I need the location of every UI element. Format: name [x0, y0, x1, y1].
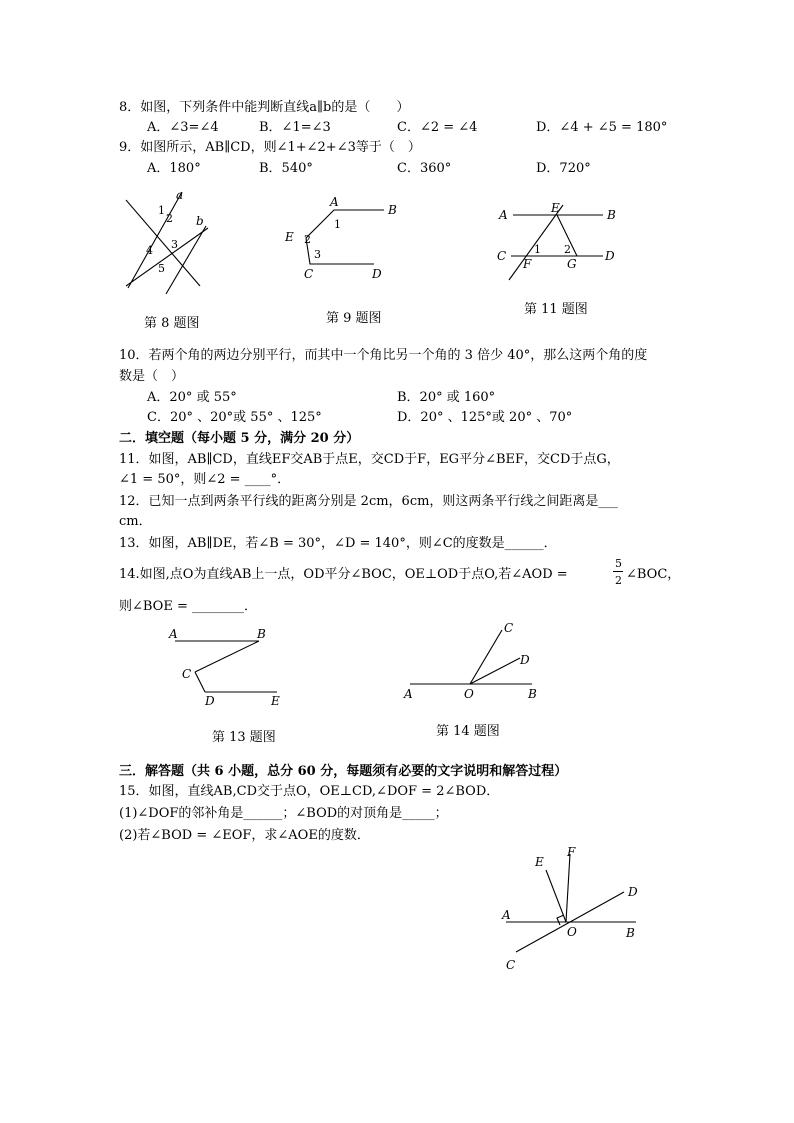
- q11-line2: ∠1 = 50°，则∠2 = ____°．: [119, 472, 291, 487]
- figure-15: [498, 842, 658, 972]
- fig9-label-D: D: [372, 267, 382, 281]
- fig11-label-G: G: [567, 257, 577, 271]
- q10-stem-line2: 数是（ ）: [119, 369, 185, 384]
- fig9-label-C: C: [304, 267, 314, 281]
- q14-fraction-bar: [613, 571, 623, 572]
- q9-option-d: D．720°: [536, 161, 591, 176]
- fig13-caption: 第 13 题图: [212, 730, 276, 745]
- fig11-label-D: D: [605, 249, 615, 263]
- q15-line3: (2)若∠BOD = ∠EOF，求∠AOE的度数．: [119, 828, 370, 843]
- fig8-caption: 第 8 题图: [144, 316, 200, 331]
- fig15-label-E: E: [535, 855, 544, 869]
- q8-option-d: D．∠4 + ∠5 = 180°: [536, 120, 668, 135]
- fig11-label-2: 2: [564, 243, 571, 256]
- figure-8: [120, 190, 220, 300]
- fig9-label-3: 3: [314, 248, 321, 261]
- fig15-label-C: C: [506, 958, 516, 972]
- fig15-label-D: D: [628, 885, 638, 899]
- q9-option-c: C．360°: [397, 161, 452, 176]
- fig9-label-B: B: [388, 203, 397, 217]
- q8-option-b: B．∠1=∠3: [259, 120, 331, 135]
- fig8-label-b: b: [196, 214, 204, 228]
- fig13-label-D: D: [205, 694, 215, 708]
- fig13-label-A: A: [169, 627, 178, 641]
- q12-line1: 12．已知一点到两条平行线的距离分别是 2cm，6cm，则这两条平行线之间距离是___: [119, 494, 618, 509]
- fig8-label-a: a: [176, 188, 184, 202]
- fig8-label-1: 1: [158, 204, 165, 217]
- fig9-label-A: A: [330, 195, 339, 209]
- q14-line1-part1: 14.如图,点O为直线AB上一点，OD平分∠BOC，OE⊥OD于点O,若∠AOD =: [119, 567, 568, 582]
- figure-9: [282, 196, 402, 286]
- figure-11: [495, 202, 625, 282]
- fig9-caption: 第 9 题图: [326, 311, 382, 326]
- fig9-label-1: 1: [334, 218, 341, 231]
- q8-stem: 8．如图，下列条件中能判断直线a∥b的是（ ）: [119, 100, 410, 115]
- section3-title: 三．解答题（共 6 小题，总分 60 分，每题须有必要的文字说明和解答过程）: [119, 764, 568, 779]
- figure-14: [400, 618, 560, 708]
- fig14-label-D: D: [520, 653, 530, 667]
- fig14-label-B: B: [528, 687, 537, 701]
- q14-fraction-numerator: 5: [615, 557, 622, 570]
- q14-line2: 则∠BOE = ________．: [119, 599, 257, 614]
- q13-line1: 13．如图，AB∥DE，若∠B = 30°，∠D = 140°，则∠C的度数是______．: [119, 536, 557, 551]
- fig15-label-B: B: [626, 926, 635, 940]
- q9-option-b: B．540°: [259, 161, 313, 176]
- fig11-caption: 第 11 题图: [524, 302, 588, 317]
- q10-option-b: B．20° 或 160°: [397, 390, 496, 405]
- fig11-label-E: E: [551, 201, 560, 215]
- q15-line2: (1)∠DOF的邻补角是______；∠BOD的对顶角是_____；: [119, 806, 448, 821]
- q9-stem: 9．如图所示，AB∥CD，则∠1+∠2+∠3等于（ ）: [119, 140, 421, 155]
- fig8-label-3: 3: [171, 238, 178, 251]
- fig8-label-5: 5: [158, 262, 165, 275]
- fig8-label-4: 4: [146, 244, 153, 257]
- fig14-label-A: A: [404, 687, 413, 701]
- q8-option-c: C．∠2 = ∠4: [397, 120, 478, 135]
- fig11-label-F: F: [523, 257, 532, 271]
- q11-line1: 11．如图，AB∥CD，直线EF交AB于点E，交CD于F，EG平分∠BEF，交CD于点G，: [119, 452, 620, 467]
- fig13-label-B: B: [257, 627, 266, 641]
- fig9-label-2: 2: [304, 233, 311, 246]
- q8-option-a: A．∠3=∠4: [147, 120, 219, 135]
- fig11-label-A: A: [499, 208, 508, 222]
- q14-line1-part2: ∠BOC，: [626, 567, 681, 582]
- q12-line2: cm．: [119, 514, 152, 529]
- fig13-label-E: E: [271, 694, 280, 708]
- q14-fraction-denominator: 2: [615, 574, 622, 587]
- fig11-label-C: C: [497, 249, 507, 263]
- fig11-label-B: B: [607, 208, 616, 222]
- q15-line1: 15．如图，直线AB,CD交于点O，OE⊥CD,∠DOF = 2∠BOD．: [119, 784, 500, 799]
- fig11-label-1: 1: [534, 243, 541, 256]
- section2-title: 二．填空题（每小题 5 分，满分 20 分）: [119, 431, 360, 446]
- fig15-label-F: F: [567, 845, 576, 859]
- q9-option-a: A．180°: [147, 161, 201, 176]
- fig9-label-E: E: [285, 230, 294, 244]
- fig8-label-2: 2: [166, 212, 173, 225]
- fig15-label-A: A: [502, 908, 511, 922]
- fig14-label-C: C: [504, 621, 514, 635]
- q10-option-c: C．20° 、20°或 55° 、125°: [147, 410, 322, 425]
- fig15-label-O: O: [567, 925, 577, 939]
- q10-stem-line1: 10．若两个角的两边分别平行，而其中一个角比另一个角的 3 倍少 40°，那么这两个角的度: [119, 348, 648, 363]
- fig13-label-C: C: [182, 667, 192, 681]
- figure-13: [165, 622, 315, 712]
- q10-option-d: D．20° 、125°或 20° 、70°: [397, 410, 573, 425]
- fig14-label-O: O: [464, 687, 474, 701]
- q10-option-a: A．20° 或 55°: [147, 390, 237, 405]
- fig14-caption: 第 14 题图: [436, 724, 500, 739]
